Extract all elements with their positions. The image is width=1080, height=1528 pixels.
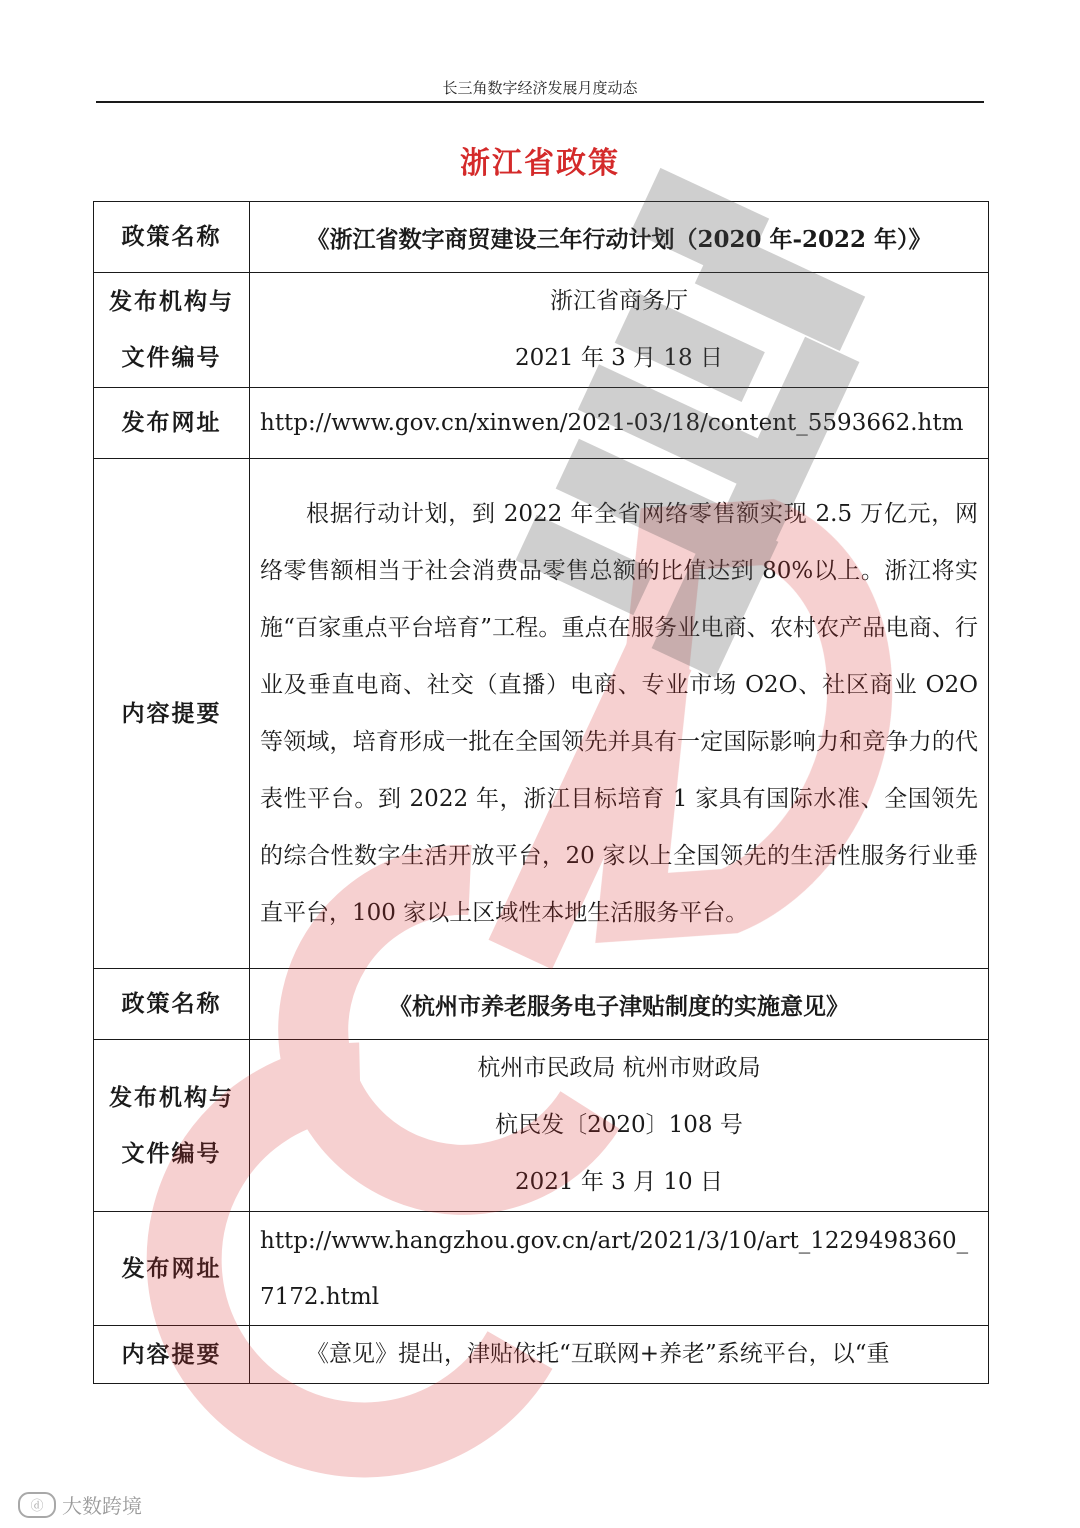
label-policy-name: 政策名称 <box>94 202 250 273</box>
label-url-2: 发布网址 <box>94 1212 250 1326</box>
policy-2-date: 2021 年 3 月 10 日 <box>515 1169 723 1195</box>
label-issuer-line1: 发布机构与 <box>109 288 234 315</box>
footer-brand-logo <box>18 1490 142 1519</box>
running-header: 长三角数字经济发展月度动态 <box>96 76 984 103</box>
label-issuer-2-line1: 发布机构与 <box>109 1083 234 1111</box>
policy-table <box>93 201 989 1384</box>
policy-1-summary-cell <box>250 459 989 969</box>
label-issuer-2-line2: 文件编号 <box>121 1139 222 1167</box>
policy-2-url-row <box>94 1212 989 1326</box>
label-issuer-line2: 文件编号 <box>121 344 222 371</box>
policy-2-summary-row <box>94 1326 989 1384</box>
label-issuer-2 <box>94 1040 250 1212</box>
label-summary: 内容提要 <box>94 459 250 969</box>
policy-2-url[interactable]: http://www.hangzhou.gov.cn/art/2021/3/10/art_1229498360_7172.html <box>250 1212 989 1326</box>
policy-2-name: 《杭州市养老服务电子津贴制度的实施意见》 <box>250 969 989 1040</box>
label-summary-2: 内容提要 <box>94 1326 250 1384</box>
brand-glyph-icon: ⓓ <box>18 1492 56 1518</box>
policy-2-name-row <box>94 969 989 1040</box>
brand-name: 大数跨境 <box>62 1494 142 1518</box>
label-issuer <box>94 273 250 388</box>
policy-2-summary-cell <box>250 1326 989 1384</box>
policy-2-issuer-row <box>94 1040 989 1212</box>
policy-1-summary-row <box>94 459 989 969</box>
label-policy-name-2: 政策名称 <box>94 969 250 1040</box>
policy-1-date: 2021 年 3 月 18 日 <box>515 345 723 371</box>
label-url: 发布网址 <box>94 388 250 459</box>
policy-2-issuer: 杭州市民政局 杭州市财政局 <box>477 1055 761 1081</box>
policy-1-url[interactable]: http://www.gov.cn/xinwen/2021-03/18/content_5593662.htm <box>250 388 989 459</box>
policy-1-summary: 根据行动计划，到 2022 年全省网络零售额实现 2.5 万亿元，网络零售额相当于社会消费品零售总额的比值达到 80%以上。浙江将实施“百家重点平台培育”工程。重点在服务业电商、农村农产品电商、行业及垂直电商、社交（直播）电商、专业市场 O2O、社区商业 O2O 等领域，培育形成一批在全国领先并具有一定国际影响力和竞争力的代表性平台。到 2022 年，浙江目标培育 1 家具有国际水准、全国领先的综合性数字生活开放平台，20 家以上全国领先的生活性服务行业垂直平台，100 家以上区域性本地生活服务平台。 <box>260 500 978 926</box>
policy-2-issuer-cell <box>250 1040 989 1212</box>
policy-1-url-row <box>94 388 989 459</box>
policy-2-doc-number: 杭民发〔2020〕108 号 <box>495 1112 743 1138</box>
policy-1-issuer: 浙江省商务厅 <box>550 288 688 314</box>
policy-1-name: 《浙江省数字商贸建设三年行动计划（2020 年-2022 年）》 <box>250 202 989 273</box>
policy-1-name-row <box>94 202 989 273</box>
policy-1-issuer-cell <box>250 273 989 388</box>
page-title: 浙江省政策 <box>460 146 620 181</box>
policy-1-issuer-row <box>94 273 989 388</box>
policy-2-summary: 《意见》提出，津贴依托“互联网+养老”系统平台，以“重 <box>306 1341 890 1367</box>
